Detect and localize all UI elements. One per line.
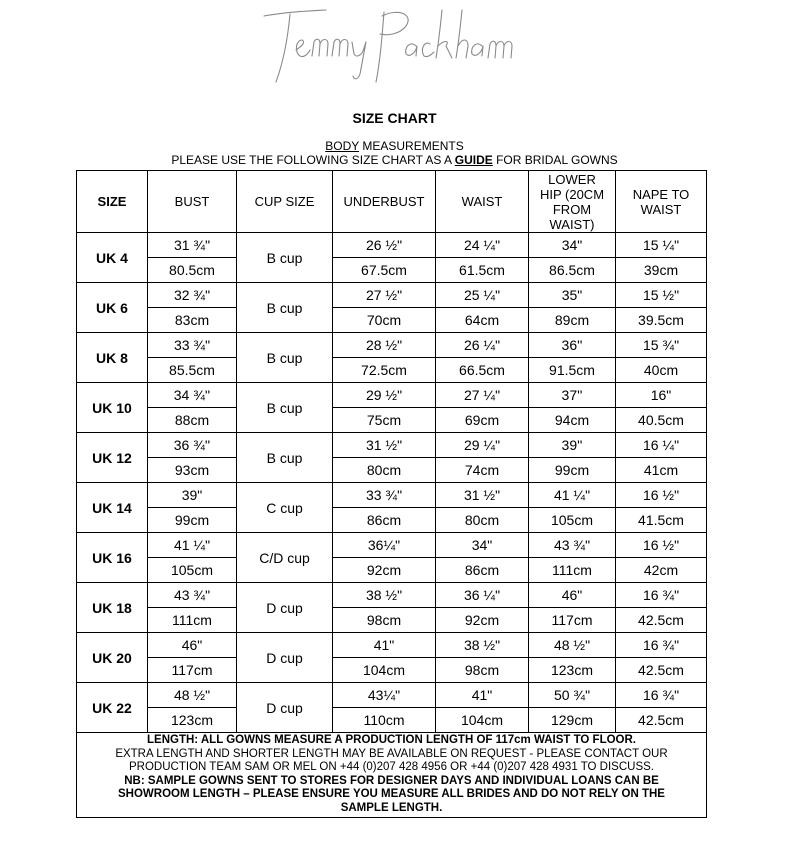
table-row	[77, 358, 707, 383]
lower-hip-cm-cell: 123cm	[529, 658, 616, 683]
underbust-inches-cell: 43¼"	[333, 683, 436, 708]
size-cell: UK 6	[77, 283, 148, 333]
lower-hip-cm-cell: 105cm	[529, 508, 616, 533]
header-nape-line: NAPE TO	[632, 186, 690, 202]
footer-notes	[77, 733, 707, 818]
waist-cm-cell: 92cm	[436, 608, 529, 633]
waist-inches-cell: 26 ¼"	[436, 333, 529, 358]
nape-cm-cell: 42cm	[616, 558, 707, 583]
table-row	[77, 583, 707, 608]
cup-size-cell: B cup	[237, 433, 333, 483]
table-row	[77, 708, 707, 733]
size-chart-table	[76, 170, 707, 818]
lower-hip-cm-cell: 89cm	[529, 308, 616, 333]
waist-cm-cell: 104cm	[436, 708, 529, 733]
waist-inches-cell: 31 ½"	[436, 483, 529, 508]
footer-length-note: LENGTH: ALL GOWNS MEASURE A PRODUCTION LENGTH OF 117cm WAIST TO FLOOR.	[147, 734, 636, 746]
cup-size-cell: B cup	[237, 283, 333, 333]
waist-cm-cell: 80cm	[436, 508, 529, 533]
nape-cm-cell: 39cm	[616, 258, 707, 283]
header-lower-hip-line: WAIST)	[549, 216, 595, 232]
waist-inches-cell: 29 ¼"	[436, 433, 529, 458]
size-cell: UK 14	[77, 483, 148, 533]
waist-inches-cell: 34"	[436, 533, 529, 558]
lower-hip-inches-cell: 43 ¾"	[529, 533, 616, 558]
bust-cm-cell: 105cm	[148, 558, 237, 583]
footer-extra-length-line: EXTRA LENGTH AND SHORTER LENGTH MAY BE AVAILABLE ON REQUEST - PLEASE CONTACT OUR	[115, 747, 668, 760]
nape-inches-cell: 16 ¼"	[616, 433, 707, 458]
size-cell: UK 4	[77, 233, 148, 283]
header-lower-hip-line: FROM	[552, 201, 592, 217]
subtitle-measurements-word: MEASUREMENTS	[359, 139, 464, 153]
table-row	[77, 258, 707, 283]
lower-hip-inches-cell: 37''	[529, 383, 616, 408]
underbust-cm-cell: 98cm	[333, 608, 436, 633]
underbust-inches-cell: 29 ½"	[333, 383, 436, 408]
underbust-inches-cell: 33 ¾"	[333, 483, 436, 508]
lower-hip-inches-cell: 34"	[529, 233, 616, 258]
underbust-inches-cell: 27 ½"	[333, 283, 436, 308]
cup-size-cell: C/D cup	[237, 533, 333, 583]
lower-hip-inches-cell: 41 ¼"	[529, 483, 616, 508]
lower-hip-cm-cell: 129cm	[529, 708, 616, 733]
underbust-inches-cell: 28 ½"	[333, 333, 436, 358]
jenny-packham-logo	[256, 2, 528, 86]
table-row	[77, 508, 707, 533]
underbust-cm-cell: 80cm	[333, 458, 436, 483]
nape-inches-cell: 15 ¾"	[616, 333, 707, 358]
table-row	[77, 333, 707, 358]
underbust-cm-cell: 72.5cm	[333, 358, 436, 383]
underbust-cm-cell: 92cm	[333, 558, 436, 583]
waist-inches-cell: 38 ½"	[436, 633, 529, 658]
underbust-cm-cell: 104cm	[333, 658, 436, 683]
lower-hip-inches-cell: 46"	[529, 583, 616, 608]
cup-size-cell: B cup	[237, 233, 333, 283]
cup-size-cell: D cup	[237, 683, 333, 733]
lower-hip-inches-cell: 35"	[529, 283, 616, 308]
size-cell: UK 16	[77, 533, 148, 583]
cup-size-cell: C cup	[237, 483, 333, 533]
waist-inches-cell: 41"	[436, 683, 529, 708]
waist-inches-cell: 25 ¼"	[436, 283, 529, 308]
waist-cm-cell: 98cm	[436, 658, 529, 683]
bust-inches-cell: 41 ¼"	[148, 533, 237, 558]
lower-hip-inches-cell: 39''	[529, 433, 616, 458]
table-row	[77, 408, 707, 433]
nape-cm-cell: 41.5cm	[616, 508, 707, 533]
bust-inches-cell: 46"	[148, 633, 237, 658]
footer-sample-note-line: SHOWROOM LENGTH – PLEASE ENSURE YOU MEASURE ALL BRIDES AND DO NOT RELY ON THE	[118, 788, 665, 800]
header-lower-hip-line: HIP (20CM	[539, 186, 605, 202]
bust-cm-cell: 117cm	[148, 658, 237, 683]
table-row	[77, 308, 707, 333]
table-row	[77, 558, 707, 583]
bust-inches-cell: 48 ½"	[148, 683, 237, 708]
header-lower-hip	[529, 171, 616, 233]
cup-size-cell: D cup	[237, 633, 333, 683]
table-row	[77, 283, 707, 308]
nape-inches-cell: 16 ¾"	[616, 633, 707, 658]
underbust-inches-cell: 31 ½"	[333, 433, 436, 458]
bust-inches-cell: 36 ¾''	[148, 433, 237, 458]
table-row	[77, 533, 707, 558]
nape-inches-cell: 16 ¾"	[616, 583, 707, 608]
lower-hip-inches-cell: 36''	[529, 333, 616, 358]
size-cell: UK 10	[77, 383, 148, 433]
bust-inches-cell: 34 ¾''	[148, 383, 237, 408]
header-cup-size: CUP SIZE	[237, 171, 333, 233]
nape-cm-cell: 41cm	[616, 458, 707, 483]
size-cell: UK 8	[77, 333, 148, 383]
header-size: SIZE	[77, 171, 148, 233]
cup-size-cell: B cup	[237, 333, 333, 383]
header-nape-to-waist	[616, 171, 707, 233]
header-waist: WAIST	[436, 171, 529, 233]
bust-inches-cell: 33 ¾"	[148, 333, 237, 358]
waist-cm-cell: 61.5cm	[436, 258, 529, 283]
lower-hip-cm-cell: 117cm	[529, 608, 616, 633]
subtitle-guide-pre: PLEASE USE THE FOLLOWING SIZE CHART AS A	[171, 153, 455, 167]
subtitle-body-word: BODY	[325, 139, 360, 153]
lower-hip-cm-cell: 91.5cm	[529, 358, 616, 383]
nape-cm-cell: 42.5cm	[616, 708, 707, 733]
waist-cm-cell: 66.5cm	[436, 358, 529, 383]
table-row	[77, 433, 707, 458]
underbust-cm-cell: 67.5cm	[333, 258, 436, 283]
underbust-inches-cell: 36¼"	[333, 533, 436, 558]
subtitle-body-measurements	[0, 140, 789, 153]
waist-inches-cell: 27 ¼"	[436, 383, 529, 408]
header-lower-hip-line: LOWER	[548, 171, 596, 187]
table-row	[77, 233, 707, 258]
nape-inches-cell: 16 ¾"	[616, 683, 707, 708]
bust-cm-cell: 85.5cm	[148, 358, 237, 383]
bust-cm-cell: 111cm	[148, 608, 237, 633]
header-underbust: UNDERBUST	[333, 171, 436, 233]
subtitle-guide-post: FOR BRIDAL GOWNS	[492, 153, 618, 167]
size-cell: UK 18	[77, 583, 148, 633]
nape-cm-cell: 42.5cm	[616, 608, 707, 633]
size-cell: UK 20	[77, 633, 148, 683]
footer-sample-note-line: SAMPLE LENGTH.	[340, 801, 443, 814]
nape-inches-cell: 15 ¼"	[616, 233, 707, 258]
size-chart-body	[77, 233, 707, 733]
table-row	[77, 633, 707, 658]
nape-cm-cell: 40cm	[616, 358, 707, 383]
lower-hip-inches-cell: 50 ¾"	[529, 683, 616, 708]
page-title: SIZE CHART	[352, 110, 437, 126]
subtitle-guide-word: GUIDE	[454, 153, 493, 167]
bust-inches-cell: 39"	[148, 483, 237, 508]
cup-size-cell: B cup	[237, 383, 333, 433]
table-row	[77, 608, 707, 633]
underbust-inches-cell: 26 ½"	[333, 233, 436, 258]
lower-hip-cm-cell: 86.5cm	[529, 258, 616, 283]
lower-hip-cm-cell: 111cm	[529, 558, 616, 583]
waist-cm-cell: 64cm	[436, 308, 529, 333]
waist-inches-cell: 24 ¼"	[436, 233, 529, 258]
waist-cm-cell: 69cm	[436, 408, 529, 433]
table-row	[77, 458, 707, 483]
waist-cm-cell: 86cm	[436, 558, 529, 583]
footer-sample-note-line: NB: SAMPLE GOWNS SENT TO STORES FOR DESIGNER DAYS AND INDIVIDUAL LOANS CAN BE	[124, 774, 659, 787]
waist-cm-cell: 74cm	[436, 458, 529, 483]
header-nape-line: WAIST	[640, 201, 682, 217]
bust-inches-cell: 43 ¾"	[148, 583, 237, 608]
bust-cm-cell: 88cm	[148, 408, 237, 433]
lower-hip-cm-cell: 99cm	[529, 458, 616, 483]
underbust-cm-cell: 110cm	[333, 708, 436, 733]
footer-extra-length-line: PRODUCTION TEAM SAM OR MEL ON +44 (0)207 428 4956 OR +44 (0)207 428 4931 TO DISCUSS.	[129, 761, 654, 773]
bust-cm-cell: 123cm	[148, 708, 237, 733]
bust-cm-cell: 99cm	[148, 508, 237, 533]
nape-cm-cell: 40.5cm	[616, 408, 707, 433]
subtitle-guide-note	[0, 154, 789, 167]
underbust-cm-cell: 70cm	[333, 308, 436, 333]
underbust-inches-cell: 38 ½"	[333, 583, 436, 608]
waist-inches-cell: 36 ¼"	[436, 583, 529, 608]
underbust-cm-cell: 75cm	[333, 408, 436, 433]
table-row	[77, 683, 707, 708]
bust-cm-cell: 93cm	[148, 458, 237, 483]
table-row	[77, 658, 707, 683]
underbust-inches-cell: 41"	[333, 633, 436, 658]
lower-hip-cm-cell: 94cm	[529, 408, 616, 433]
lower-hip-inches-cell: 48 ½"	[529, 633, 616, 658]
nape-cm-cell: 39.5cm	[616, 308, 707, 333]
nape-inches-cell: 16 ½"	[616, 483, 707, 508]
footer-row	[77, 733, 707, 818]
size-cell: UK 12	[77, 433, 148, 483]
bust-inches-cell: 31 ¾"	[148, 233, 237, 258]
cup-size-cell: D cup	[237, 583, 333, 633]
nape-cm-cell: 42.5cm	[616, 658, 707, 683]
bust-cm-cell: 80.5cm	[148, 258, 237, 283]
bust-inches-cell: 32 ¾"	[148, 283, 237, 308]
underbust-cm-cell: 86cm	[333, 508, 436, 533]
nape-inches-cell: 16 ½"	[616, 533, 707, 558]
bust-cm-cell: 83cm	[148, 308, 237, 333]
header-bust: BUST	[148, 171, 237, 233]
size-cell: UK 22	[77, 683, 148, 733]
nape-inches-cell: 16"	[616, 383, 707, 408]
nape-inches-cell: 15 ½"	[616, 283, 707, 308]
table-header-row	[77, 171, 707, 233]
table-row	[77, 383, 707, 408]
table-row	[77, 483, 707, 508]
